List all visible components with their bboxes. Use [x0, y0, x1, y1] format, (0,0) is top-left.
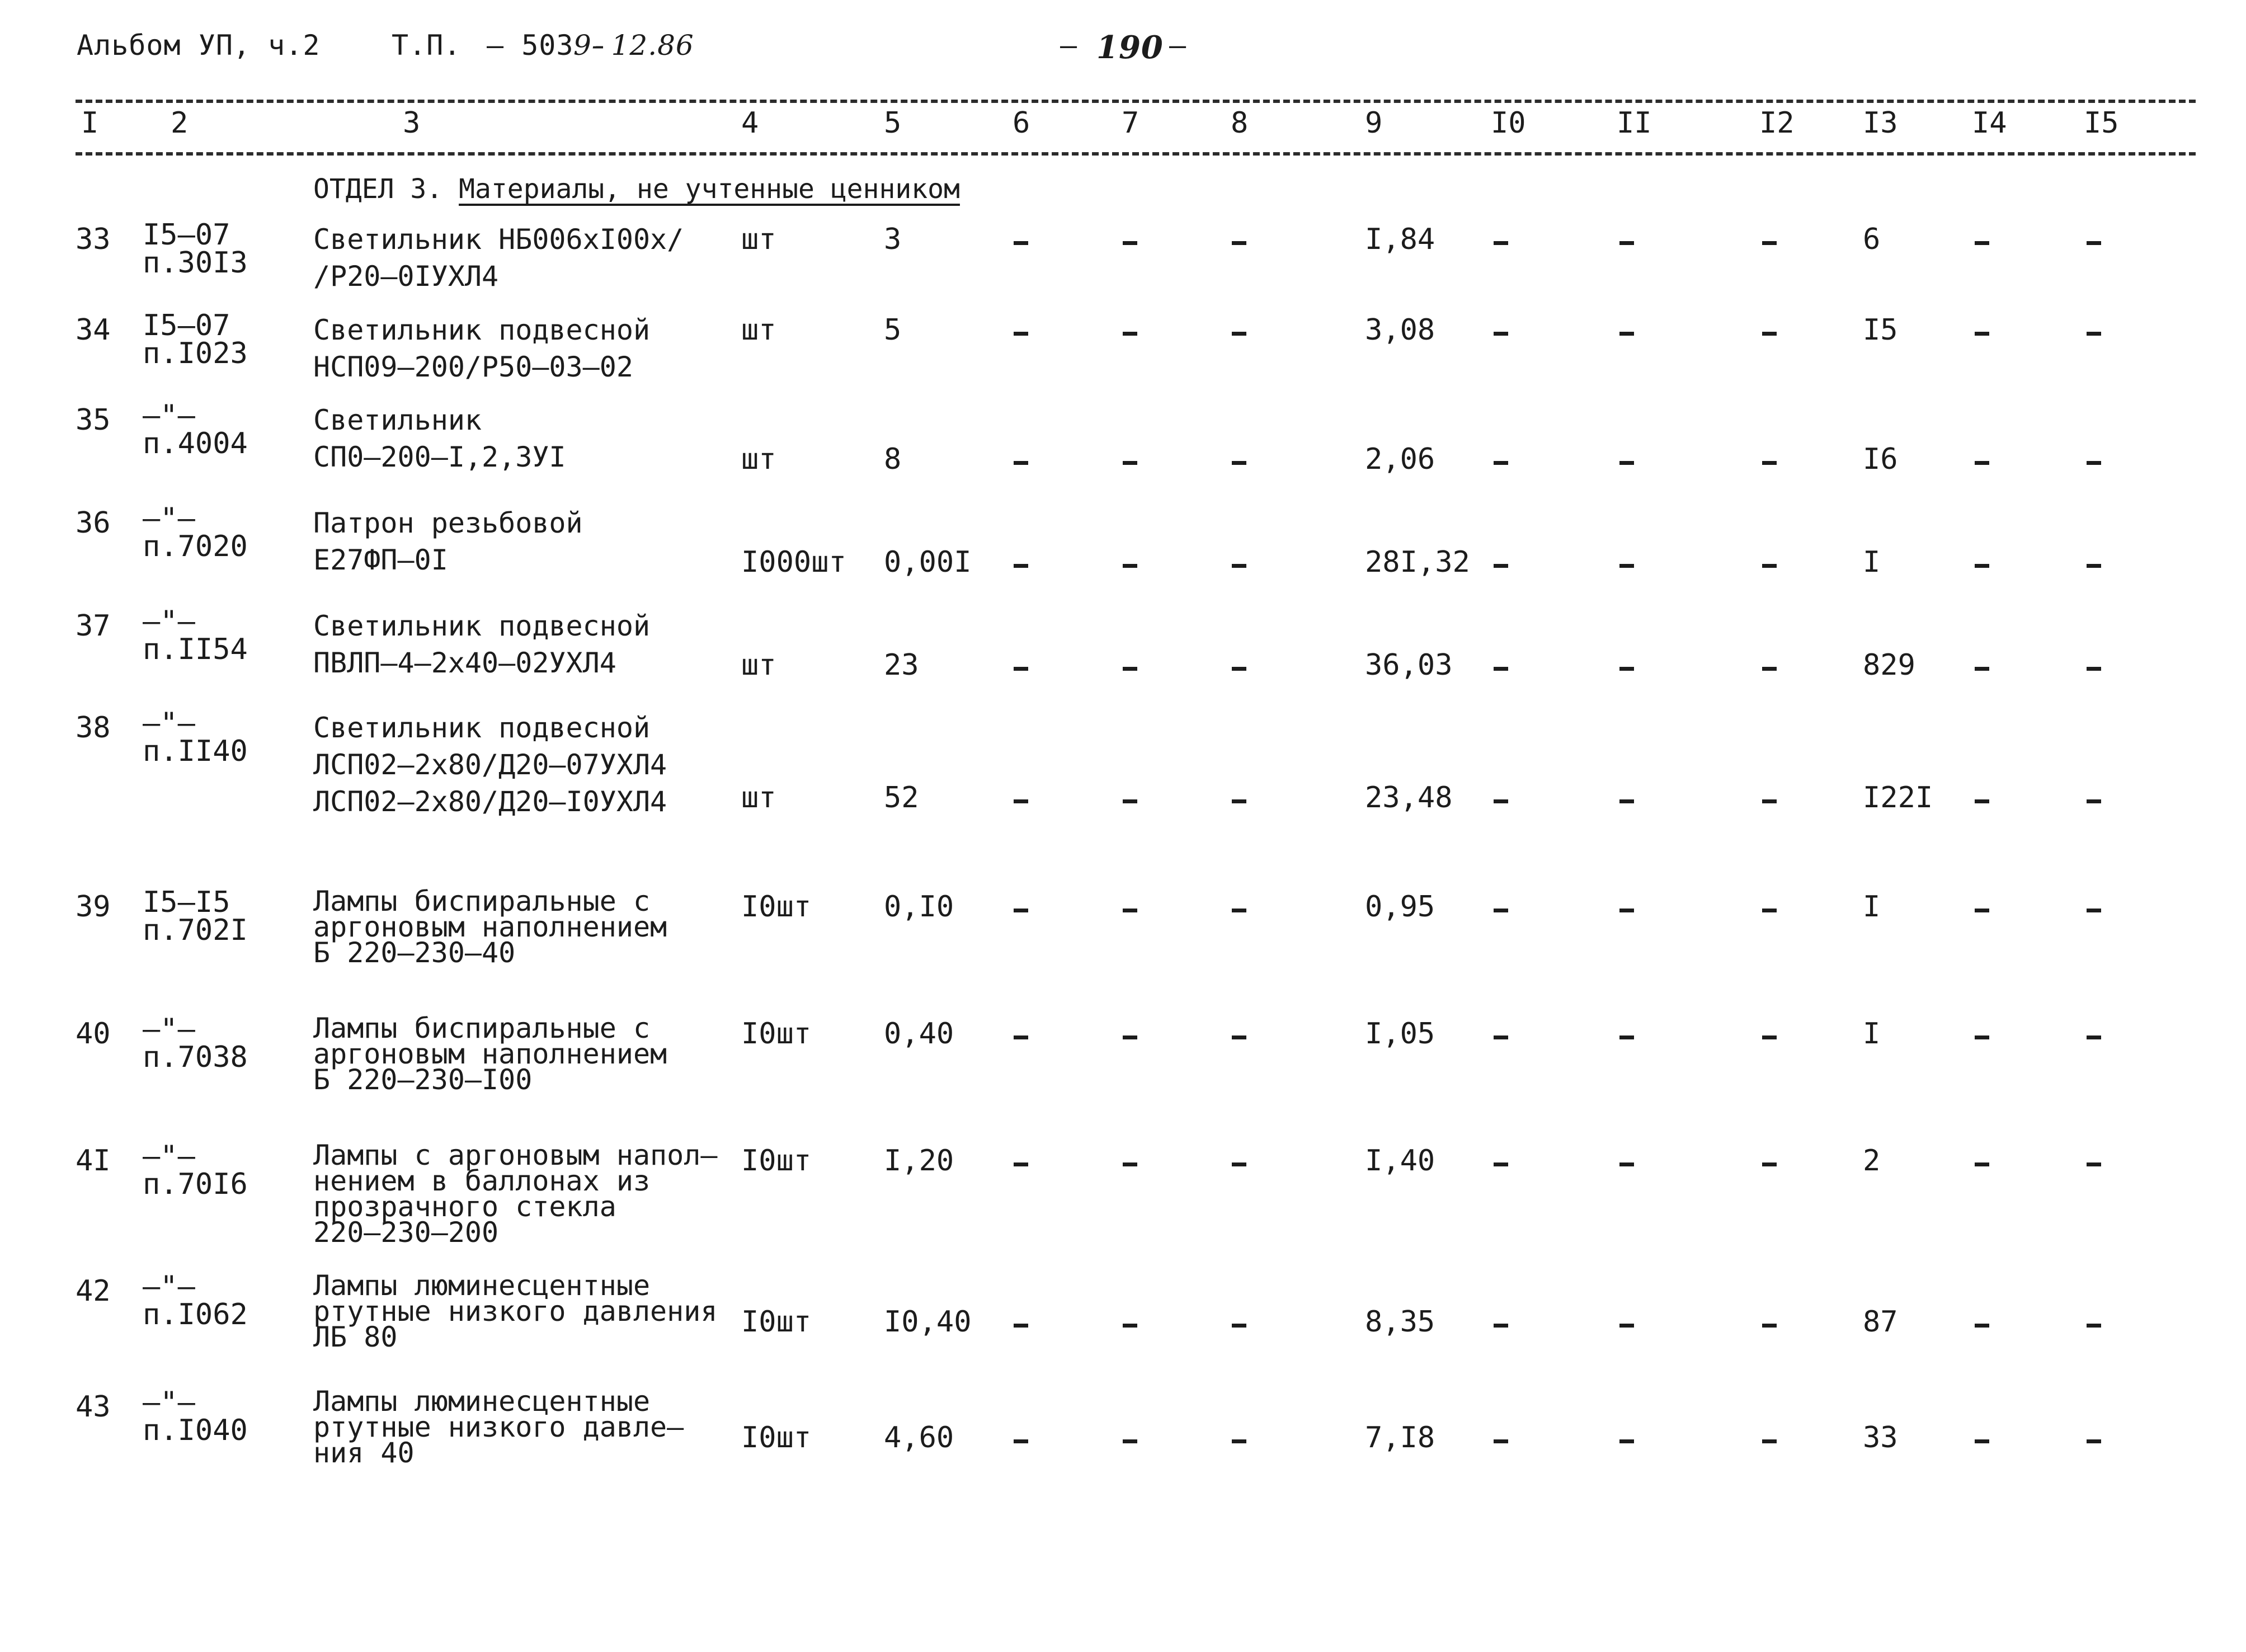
row-number: 33: [76, 223, 111, 256]
header-rule-bottom: [76, 152, 2196, 156]
column-header-6: 6: [1013, 106, 1030, 140]
empty-value-dash: [1232, 909, 1246, 912]
row-number: 34: [76, 313, 111, 347]
empty-value-dash: [1123, 241, 1137, 245]
price-reference-line: п.II54: [143, 633, 248, 666]
empty-value-dash: [2087, 332, 2101, 336]
column-13-value: I: [1863, 890, 1881, 924]
empty-value-dash: [1494, 909, 1508, 912]
unit: шт: [741, 313, 776, 347]
price-reference-line: I5–07: [143, 309, 230, 342]
row-number: 36: [76, 506, 111, 540]
column-13-value: 33: [1863, 1421, 1898, 1455]
empty-value-dash: [1975, 332, 1989, 336]
tp-number-handwritten: 9- 12.86: [573, 29, 694, 62]
item-description: [313, 312, 650, 385]
quantity: 3: [884, 223, 902, 256]
row-number: 43: [76, 1390, 111, 1424]
price-reference: [143, 309, 248, 370]
unit-price: I,05: [1365, 1017, 1435, 1051]
unit: шт: [741, 648, 776, 682]
empty-value-dash: [1014, 1324, 1028, 1328]
column-header-2: 2: [171, 106, 189, 140]
price-reference-line: п.I040: [143, 1414, 248, 1447]
empty-value-dash: [1619, 1324, 1634, 1328]
price-reference-line: п.702I: [143, 914, 248, 947]
page-dash-left: –: [1060, 29, 1078, 62]
price-reference: [143, 1013, 248, 1074]
column-header-9: 9: [1365, 106, 1383, 140]
empty-value-dash: [1494, 667, 1508, 671]
price-reference-line: п.30I3: [143, 246, 248, 280]
empty-value-dash: [1762, 241, 1777, 245]
quantity: 23: [884, 648, 919, 682]
empty-value-dash: [1975, 1439, 1989, 1443]
item-description-line: Лампы люминесцентные: [313, 1385, 651, 1418]
empty-value-dash: [1232, 461, 1246, 465]
unit-price: 28I,32: [1365, 545, 1470, 579]
column-header-3: 3: [403, 106, 421, 140]
price-reference-line: –"–: [143, 1270, 195, 1303]
empty-value-dash: [2087, 461, 2101, 465]
empty-value-dash: [1014, 461, 1028, 465]
item-description-line: Светильник подвесной: [313, 314, 651, 346]
price-reference-line: –"–: [143, 605, 195, 638]
price-reference-line: п.4004: [143, 427, 248, 460]
item-description: [313, 402, 566, 476]
price-reference: [143, 399, 248, 460]
column-13-value: 6: [1863, 223, 1881, 256]
quantity: 0,00I: [884, 545, 972, 579]
price-reference: [143, 1140, 248, 1201]
quantity: 4,60: [884, 1421, 954, 1455]
empty-value-dash: [1494, 564, 1508, 568]
item-description-line: Лампы биспиральные с: [313, 1012, 651, 1044]
column-13-value: I22I: [1863, 781, 1933, 815]
empty-value-dash: [1123, 1324, 1137, 1328]
empty-value-dash: [1975, 564, 1989, 568]
empty-value-dash: [2087, 564, 2101, 568]
empty-value-dash: [1232, 1324, 1246, 1328]
item-description-line: Светильник подвесной: [313, 610, 651, 642]
item-description-line: ртутные низкого давления: [313, 1295, 718, 1328]
column-header-4: 4: [741, 106, 759, 140]
price-reference: [143, 1270, 248, 1331]
item-description-line: 220–230–200: [313, 1216, 499, 1249]
item-description-line: Лампы с аргоновым напол–: [313, 1139, 718, 1171]
empty-value-dash: [1494, 799, 1508, 803]
empty-value-dash: [1123, 564, 1137, 568]
empty-value-dash: [1975, 1036, 1989, 1039]
column-header-12: I2: [1759, 106, 1795, 140]
price-reference-line: –"–: [143, 1140, 195, 1173]
price-reference-line: I5–07: [143, 218, 230, 252]
empty-value-dash: [1762, 909, 1777, 912]
unit: I0шт: [741, 1305, 812, 1339]
empty-value-dash: [1014, 1162, 1028, 1166]
unit: I0шт: [741, 890, 812, 924]
row-number: 42: [76, 1274, 111, 1308]
empty-value-dash: [1123, 1162, 1137, 1166]
unit: I000шт: [741, 545, 846, 579]
empty-value-dash: [1014, 241, 1028, 245]
column-header-7: 7: [1122, 106, 1140, 140]
empty-value-dash: [1123, 332, 1137, 336]
empty-value-dash: [1014, 332, 1028, 336]
item-description: [313, 709, 667, 820]
empty-value-dash: [1619, 667, 1634, 671]
empty-value-dash: [1494, 241, 1508, 245]
item-description-line: ПВЛП–4–2х40–02УХЛ4: [313, 647, 616, 679]
item-description-line: ртутные низкого давле–: [313, 1411, 684, 1443]
row-number: 4I: [76, 1144, 111, 1178]
empty-value-dash: [1619, 461, 1634, 465]
empty-value-dash: [1619, 241, 1634, 245]
empty-value-dash: [2087, 1162, 2101, 1166]
page-number: 190: [1096, 29, 1164, 66]
empty-value-dash: [1975, 461, 1989, 465]
price-reference-line: –"–: [143, 1013, 195, 1046]
item-description-line: Патрон резьбовой: [313, 507, 583, 539]
empty-value-dash: [1619, 909, 1634, 912]
empty-value-dash: [1123, 667, 1137, 671]
price-reference: [143, 218, 248, 280]
item-description-line: Б 220–230–I00: [313, 1063, 533, 1096]
quantity: 0,I0: [884, 890, 954, 924]
unit: I0шт: [741, 1421, 812, 1455]
item-description: [313, 1012, 667, 1096]
price-reference-line: –"–: [143, 399, 195, 432]
item-description-line: ЛСП02–2х80/Д20–I0УХЛ4: [313, 785, 667, 818]
item-description: [313, 1139, 718, 1249]
quantity: 52: [884, 781, 919, 815]
price-reference-line: п.I023: [143, 337, 248, 370]
unit-price: 7,I8: [1365, 1421, 1435, 1455]
empty-value-dash: [2087, 1324, 2101, 1328]
item-description-line: ния 40: [313, 1437, 415, 1469]
item-description-line: Лампы биспиральные с: [313, 885, 651, 917]
price-reference-line: п.I062: [143, 1298, 248, 1331]
album-label: Альбом УП, ч.2: [77, 29, 321, 62]
price-reference: [143, 605, 248, 666]
empty-value-dash: [1762, 1439, 1777, 1443]
empty-value-dash: [1014, 909, 1028, 912]
item-description: [313, 221, 684, 295]
empty-value-dash: [2087, 1439, 2101, 1443]
section-prefix: ОТДЕЛ 3.: [313, 173, 443, 205]
empty-value-dash: [1232, 241, 1246, 245]
row-number: 38: [76, 711, 111, 745]
empty-value-dash: [1975, 241, 1989, 245]
empty-value-dash: [2087, 667, 2101, 671]
column-header-10: I0: [1491, 106, 1526, 140]
section-name: Материалы, не учтенные ценником: [459, 173, 960, 205]
empty-value-dash: [1975, 667, 1989, 671]
empty-value-dash: [1014, 1439, 1028, 1443]
item-description-line: Светильник: [313, 404, 482, 436]
item-description-line: ЛБ 80: [313, 1321, 398, 1353]
item-description-line: НСП09–200/Р50–03–02: [313, 351, 633, 383]
price-reference-line: –"–: [143, 707, 195, 740]
column-header-5: 5: [884, 106, 902, 140]
column-header-8: 8: [1231, 106, 1249, 140]
item-description-line: Светильник подвесной: [313, 712, 651, 744]
row-number: 39: [76, 890, 111, 924]
column-13-value: 87: [1863, 1305, 1898, 1339]
empty-value-dash: [1494, 461, 1508, 465]
empty-value-dash: [1619, 1036, 1634, 1039]
quantity: 5: [884, 313, 902, 347]
quantity: 0,40: [884, 1017, 954, 1051]
empty-value-dash: [1494, 1439, 1508, 1443]
empty-value-dash: [2087, 241, 2101, 245]
empty-value-dash: [1232, 1162, 1246, 1166]
empty-value-dash: [1619, 332, 1634, 336]
empty-value-dash: [1123, 799, 1137, 803]
unit-price: 36,03: [1365, 648, 1453, 682]
price-reference-line: I5–I5: [143, 886, 230, 919]
quantity: I,20: [884, 1144, 954, 1178]
empty-value-dash: [1762, 332, 1777, 336]
item-description-line: СП0–200–I,2,3УI: [313, 441, 566, 473]
unit-price: 0,95: [1365, 890, 1435, 924]
unit-price: I,40: [1365, 1144, 1435, 1178]
column-header-13: I3: [1863, 106, 1898, 140]
column-header-11: II: [1617, 106, 1652, 140]
price-reference-line: –"–: [143, 1386, 195, 1419]
unit-price: 8,35: [1365, 1305, 1435, 1339]
unit: шт: [741, 781, 776, 815]
item-description-line: нением в баллонах из: [313, 1165, 651, 1197]
item-description: [313, 505, 583, 578]
empty-value-dash: [1762, 461, 1777, 465]
quantity: I0,40: [884, 1305, 972, 1339]
empty-value-dash: [1232, 564, 1246, 568]
item-description: [313, 608, 650, 681]
empty-value-dash: [2087, 909, 2101, 912]
tp-number: – 503 -: [487, 29, 609, 62]
row-number: 35: [76, 403, 111, 437]
item-description-line: /Р20–0IУХЛ4: [313, 260, 499, 293]
empty-value-dash: [1014, 564, 1028, 568]
empty-value-dash: [1762, 1324, 1777, 1328]
empty-value-dash: [1232, 667, 1246, 671]
row-number: 40: [76, 1017, 111, 1051]
unit-price: I,84: [1365, 223, 1435, 256]
quantity: 8: [884, 443, 902, 476]
price-reference: [143, 1386, 248, 1447]
page-dash-right: –: [1169, 29, 1187, 62]
item-description-line: прозрачного стекла: [313, 1190, 616, 1223]
empty-value-dash: [1975, 909, 1989, 912]
empty-value-dash: [1494, 1036, 1508, 1039]
price-reference-line: п.7020: [143, 530, 248, 563]
empty-value-dash: [1123, 461, 1137, 465]
empty-value-dash: [1014, 799, 1028, 803]
empty-value-dash: [1494, 332, 1508, 336]
price-reference: [143, 502, 248, 563]
empty-value-dash: [1619, 1439, 1634, 1443]
item-description-line: Лампы люминесцентные: [313, 1269, 651, 1302]
price-reference: [143, 886, 248, 947]
empty-value-dash: [2087, 799, 2101, 803]
item-description: [313, 1385, 684, 1469]
item-description: [313, 1269, 718, 1353]
empty-value-dash: [2087, 1036, 2101, 1039]
column-13-value: 2: [1863, 1144, 1881, 1178]
column-13-value: I: [1863, 545, 1881, 579]
empty-value-dash: [1123, 1439, 1137, 1443]
item-description-line: аргоновым наполнением: [313, 1038, 667, 1070]
empty-value-dash: [1494, 1324, 1508, 1328]
empty-value-dash: [1619, 564, 1634, 568]
item-description-line: Светильник НБ006хI00х/: [313, 223, 684, 256]
empty-value-dash: [1232, 332, 1246, 336]
column-13-value: I6: [1863, 443, 1898, 476]
empty-value-dash: [1975, 799, 1989, 803]
tp-label: Т.П.: [392, 29, 462, 62]
unit-price: 23,48: [1365, 781, 1453, 815]
column-13-value: I5: [1863, 313, 1898, 347]
column-header-15: I5: [2084, 106, 2119, 140]
price-reference-line: п.II40: [143, 735, 248, 768]
empty-value-dash: [1014, 1036, 1028, 1039]
empty-value-dash: [1123, 909, 1137, 912]
price-reference: [143, 707, 248, 768]
empty-value-dash: [1619, 799, 1634, 803]
row-number: 37: [76, 609, 111, 643]
unit: I0шт: [741, 1144, 812, 1178]
price-reference-line: п.7038: [143, 1041, 248, 1074]
item-description-line: Е27ФП–0I: [313, 544, 448, 576]
empty-value-dash: [1619, 1162, 1634, 1166]
column-13-value: I: [1863, 1017, 1881, 1051]
column-header-14: I4: [1972, 106, 2007, 140]
header-rule-top: [76, 100, 2196, 103]
empty-value-dash: [1232, 1036, 1246, 1039]
item-description-line: аргоновым наполнением: [313, 911, 667, 943]
empty-value-dash: [1762, 564, 1777, 568]
empty-value-dash: [1762, 1162, 1777, 1166]
column-13-value: 829: [1863, 648, 1915, 682]
empty-value-dash: [1014, 667, 1028, 671]
empty-value-dash: [1123, 1036, 1137, 1039]
unit: I0шт: [741, 1017, 812, 1051]
item-description: [313, 885, 667, 969]
empty-value-dash: [1232, 1439, 1246, 1443]
price-reference-line: –"–: [143, 502, 195, 535]
unit: шт: [741, 443, 776, 476]
empty-value-dash: [1762, 667, 1777, 671]
empty-value-dash: [1762, 1036, 1777, 1039]
unit-price: 3,08: [1365, 313, 1435, 347]
empty-value-dash: [1494, 1162, 1508, 1166]
empty-value-dash: [1232, 799, 1246, 803]
item-description-line: ЛСП02–2х80/Д20–07УХЛ4: [313, 749, 667, 781]
section-title: [313, 173, 960, 205]
empty-value-dash: [1975, 1162, 1989, 1166]
item-description-line: Б 220–230–40: [313, 936, 516, 969]
empty-value-dash: [1975, 1324, 1989, 1328]
empty-value-dash: [1762, 799, 1777, 803]
unit: шт: [741, 223, 776, 256]
unit-price: 2,06: [1365, 443, 1435, 476]
column-header-1: I: [81, 106, 99, 140]
price-reference-line: п.70I6: [143, 1168, 248, 1201]
